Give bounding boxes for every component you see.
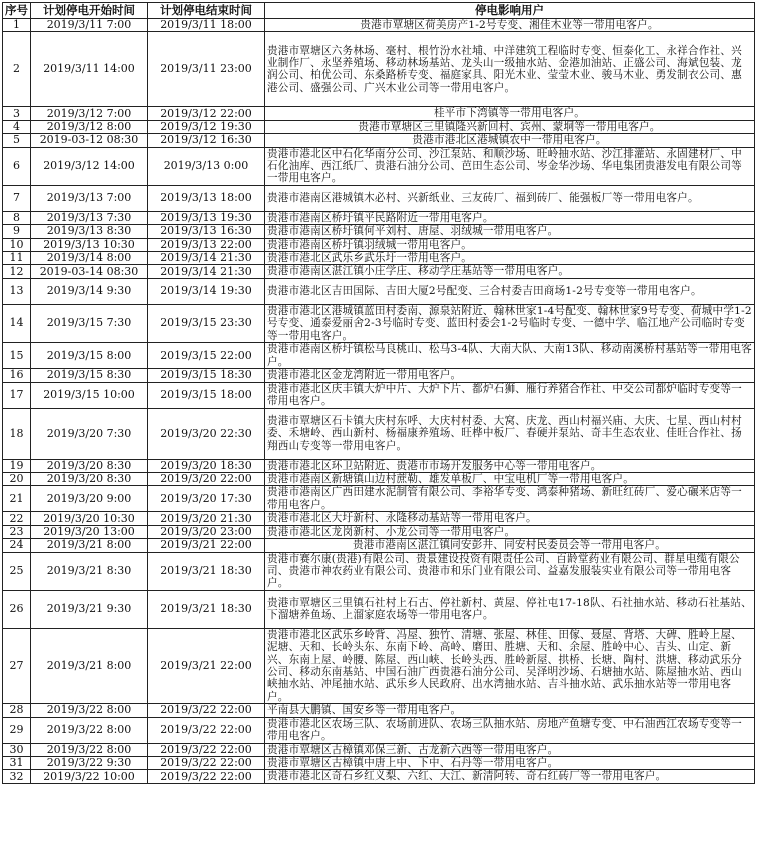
row-serial-number: 2 bbox=[3, 32, 31, 107]
row-affected-users: 贵港市港北区武乐乡岭背、冯屋、独竹、清塘、张屋、林佳、田傢、聂屋、背塔、大碑、胜岭上屋、泥塘、天和、长岭头东、东南下岭、高岭、磨田、胜塘、天和、余屋、胜岭中心、吉头、山定、新兴、东南上屋、岭腰、陈屋、西山峡、长岭头西、胜岭新屋、拱桥、长塘、陶村、洪塘、移动武乐分公司、移动东南基站、中国石油广西贵港石油分公司、吴泽明沙场、石塘抽水站、陈屋抽水站、西山峡抽水站、冲尾抽水站、武乐乡人民政府、出水湾抽水站、吉斗抽水站、武乐抽水站等一带用电客户。 bbox=[265, 628, 755, 703]
table-row bbox=[3, 107, 755, 120]
row-end-time: 2019/3/20 21:30 bbox=[148, 512, 265, 525]
table-row bbox=[3, 512, 755, 525]
row-serial-number: 24 bbox=[3, 539, 31, 552]
row-serial-number: 20 bbox=[3, 472, 31, 485]
table-row bbox=[3, 369, 755, 382]
row-serial-number: 3 bbox=[3, 107, 31, 120]
row-affected-users: 桂平市下湾镇等一带用电客户。 bbox=[265, 107, 755, 120]
row-serial-number: 28 bbox=[3, 704, 31, 717]
row-end-time: 2019/3/20 17:30 bbox=[148, 486, 265, 512]
row-serial-number: 25 bbox=[3, 552, 31, 590]
row-end-time: 2019/3/12 19:30 bbox=[148, 120, 265, 133]
table-row bbox=[3, 211, 755, 224]
row-serial-number: 22 bbox=[3, 512, 31, 525]
row-start-time: 2019/3/22 8:00 bbox=[31, 743, 148, 756]
row-start-time: 2019/3/21 8:00 bbox=[31, 539, 148, 552]
table-row bbox=[3, 757, 755, 770]
row-serial-number: 6 bbox=[3, 147, 31, 185]
row-start-time: 2019/3/22 10:00 bbox=[31, 770, 148, 783]
table-row bbox=[3, 408, 755, 459]
row-serial-number: 4 bbox=[3, 120, 31, 133]
row-end-time: 2019/3/22 22:00 bbox=[148, 704, 265, 717]
row-end-time: 2019/3/13 18:00 bbox=[148, 185, 265, 211]
row-end-time: 2019/3/13 22:00 bbox=[148, 238, 265, 251]
row-affected-users: 贵港市港南区广西田建水泥制管有限公司、李裕华专变、鸿泰种猪场、新旺红砖厂、爱心碾米店等一带用电客户。 bbox=[265, 486, 755, 512]
row-serial-number: 12 bbox=[3, 265, 31, 278]
table-row bbox=[3, 717, 755, 743]
row-serial-number: 14 bbox=[3, 304, 31, 342]
table-row bbox=[3, 552, 755, 590]
table-row bbox=[3, 770, 755, 783]
row-affected-users: 平南县大鹏镇、国安乡等一带用电客户。 bbox=[265, 704, 755, 717]
row-affected-users: 贵港市覃塘区六务林场、毫村、根竹汾水社埔、中洋建筑工程临时专变、恒泰化工、永祥合作社、兴业制作厂、永坚养殖场、移动林场基站、龙头山一级抽水站、金港加油站、正盛公司、海斌包装、龙润公司、柏优公司、东桑路桥专变、福庭家具、阳光木业、莹莹木业、骏马木业、勇发制衣公司、惠港公司、盛强公司、广兴木业公司等一带用电客户。 bbox=[265, 32, 755, 107]
row-start-time: 2019/3/22 8:00 bbox=[31, 717, 148, 743]
row-affected-users: 贵港市港北区港城镇蓝田村委南、源泉站附近、翰林世家1-4号配变、翰林世家9号专变、荷城中学1-2号专变、通泰爱丽舍2-3号临时专变、蓝田村委会1-2号临时专变、一德中学、临江地产公司临时专变等一带用电客户。 bbox=[265, 304, 755, 342]
table-row bbox=[3, 185, 755, 211]
row-serial-number: 18 bbox=[3, 408, 31, 459]
row-start-time: 2019/3/13 7:30 bbox=[31, 211, 148, 224]
row-affected-users: 贵港市港北区大圩新村、永隆移动基站等一带用电客户。 bbox=[265, 512, 755, 525]
row-affected-users: 贵港市港南区湛江镇小庄学庄、移动学庄基站等一带用电客户。 bbox=[265, 265, 755, 278]
row-start-time: 2019-03-12 08:30 bbox=[31, 134, 148, 147]
table-row bbox=[3, 32, 755, 107]
row-affected-users: 贵港市覃塘区荷美房产1-2号专变、湘佳木业等一带用电客户。 bbox=[265, 19, 755, 32]
row-serial-number: 31 bbox=[3, 757, 31, 770]
row-end-time: 2019/3/12 22:00 bbox=[148, 107, 265, 120]
table-row bbox=[3, 743, 755, 756]
row-end-time: 2019/3/15 22:00 bbox=[148, 343, 265, 369]
row-start-time: 2019/3/14 8:00 bbox=[31, 252, 148, 265]
row-serial-number: 1 bbox=[3, 19, 31, 32]
table-row bbox=[3, 343, 755, 369]
row-serial-number: 17 bbox=[3, 382, 31, 408]
table-body bbox=[3, 19, 755, 784]
row-affected-users: 贵港市港南区湛江镇同安彭井、同安村民委员会等一带用电客户。 bbox=[265, 539, 755, 552]
row-affected-users: 贵港市覃塘区三里镇石社村上石古、停社新村、黄屋、停社屯17-18队、石社抽水站、移动石社基站、下溜塘养鱼场、上溜家庭农场等一带用电客户。 bbox=[265, 590, 755, 628]
row-start-time: 2019/3/13 10:30 bbox=[31, 238, 148, 251]
row-start-time: 2019/3/21 9:30 bbox=[31, 590, 148, 628]
row-serial-number: 11 bbox=[3, 252, 31, 265]
row-end-time: 2019/3/22 22:00 bbox=[148, 717, 265, 743]
table-header bbox=[3, 3, 755, 19]
header-row bbox=[3, 3, 755, 19]
row-start-time: 2019/3/13 8:30 bbox=[31, 225, 148, 238]
row-start-time: 2019/3/22 8:00 bbox=[31, 704, 148, 717]
row-start-time: 2019/3/21 8:00 bbox=[31, 628, 148, 703]
row-serial-number: 13 bbox=[3, 278, 31, 304]
row-end-time: 2019/3/12 16:30 bbox=[148, 134, 265, 147]
row-affected-users: 贵港市港北区奇石乡红义梨、六红、大江、新清阿转、奇石红砖厂等一带用电客户。 bbox=[265, 770, 755, 783]
row-start-time: 2019/3/12 7:00 bbox=[31, 107, 148, 120]
row-affected-users: 贵港市港北区环卫站附近、贵港市市场开发服务中心等一带用电客户。 bbox=[265, 459, 755, 472]
row-affected-users: 贵港市港北区吉田国际、吉田大厦2号配变、三合村委吉田商场1-2号专变等一带用电客户。 bbox=[265, 278, 755, 304]
table-row bbox=[3, 252, 755, 265]
row-end-time: 2019/3/15 18:30 bbox=[148, 369, 265, 382]
row-end-time: 2019/3/20 18:30 bbox=[148, 459, 265, 472]
row-start-time: 2019/3/20 13:00 bbox=[31, 525, 148, 538]
row-serial-number: 30 bbox=[3, 743, 31, 756]
row-start-time: 2019/3/20 8:30 bbox=[31, 459, 148, 472]
table-row bbox=[3, 120, 755, 133]
row-start-time: 2019/3/20 10:30 bbox=[31, 512, 148, 525]
row-serial-number: 5 bbox=[3, 134, 31, 147]
table-row bbox=[3, 704, 755, 717]
row-start-time: 2019/3/15 10:00 bbox=[31, 382, 148, 408]
row-end-time: 2019/3/13 0:00 bbox=[148, 147, 265, 185]
row-serial-number: 26 bbox=[3, 590, 31, 628]
row-end-time: 2019/3/21 18:30 bbox=[148, 590, 265, 628]
row-start-time: 2019/3/20 8:30 bbox=[31, 472, 148, 485]
row-end-time: 2019/3/14 21:30 bbox=[148, 265, 265, 278]
row-serial-number: 9 bbox=[3, 225, 31, 238]
row-end-time: 2019/3/20 22:00 bbox=[148, 472, 265, 485]
table-row bbox=[3, 539, 755, 552]
row-affected-users: 贵港市赛尔康(贵港)有限公司、贵景建设投资有限责任公司、百龄堂药业有限公司、群星电缆有限公司、贵港市神农药业有限公司、贵港市和乐门业有限公司、益嘉发服装实业有限公司等一带用电客户。 bbox=[265, 552, 755, 590]
outage-schedule-table bbox=[2, 2, 755, 784]
row-affected-users: 贵港市港南区桥圩镇何平刘村、唐屋、羽绒城一带用电客户。 bbox=[265, 225, 755, 238]
row-serial-number: 19 bbox=[3, 459, 31, 472]
header-affected-users: 停电影响用户 bbox=[265, 3, 755, 19]
row-end-time: 2019/3/13 16:30 bbox=[148, 225, 265, 238]
row-affected-users: 贵港市港北区中石化华南分公司、沙江泵站、和顺沙场、旺岭抽水站、沙江排灌站、永固建材厂、中石化油库、西江纸厂、贵港石油分公司、芭田生态公司、岑金华沙场、华电集团贵港发电有限公司等一带用电客户。 bbox=[265, 147, 755, 185]
row-start-time: 2019/3/11 14:00 bbox=[31, 32, 148, 107]
table-row bbox=[3, 278, 755, 304]
row-serial-number: 27 bbox=[3, 628, 31, 703]
row-start-time: 2019/3/14 9:30 bbox=[31, 278, 148, 304]
table-row bbox=[3, 382, 755, 408]
row-affected-users: 贵港市港南区新塘镇山边村蔗勒、雄发单板厂、中宝电机厂等一带用电客户。 bbox=[265, 472, 755, 485]
row-serial-number: 29 bbox=[3, 717, 31, 743]
row-affected-users: 贵港市港北区港城镇农中一带用电客户。 bbox=[265, 134, 755, 147]
header-end-time: 计划停电结束时间 bbox=[148, 3, 265, 19]
table-row bbox=[3, 486, 755, 512]
row-end-time: 2019/3/20 22:30 bbox=[148, 408, 265, 459]
table-row bbox=[3, 628, 755, 703]
row-end-time: 2019/3/22 22:00 bbox=[148, 757, 265, 770]
row-start-time: 2019/3/12 8:00 bbox=[31, 120, 148, 133]
header-serial-number: 序号 bbox=[3, 3, 31, 19]
row-serial-number: 8 bbox=[3, 211, 31, 224]
row-end-time: 2019/3/15 18:00 bbox=[148, 382, 265, 408]
row-serial-number: 32 bbox=[3, 770, 31, 783]
row-affected-users: 贵港市港北区龙岗新村、小龙公司等一带用电客户。 bbox=[265, 525, 755, 538]
row-serial-number: 7 bbox=[3, 185, 31, 211]
row-end-time: 2019/3/13 19:30 bbox=[148, 211, 265, 224]
table-row bbox=[3, 265, 755, 278]
row-affected-users: 贵港市覃塘区石卡镇大庆村东呼、大庆村村委、大窝、庆龙、西山村福兴庙、大庆、七星、西山村村委、禾塘岭、西山新村、杨福康养殖场、旺桦中板厂、春硬并泵站、奇丰生态农业、佳旺合作社、扬翔西山专变等一带用电客户。 bbox=[265, 408, 755, 459]
table-row bbox=[3, 590, 755, 628]
row-affected-users: 贵港市覃塘区三里镇隆兴新回村、宾州、蒙垌等一带用电客户。 bbox=[265, 120, 755, 133]
row-start-time: 2019/3/22 9:30 bbox=[31, 757, 148, 770]
row-start-time: 2019/3/20 9:00 bbox=[31, 486, 148, 512]
table-row bbox=[3, 225, 755, 238]
row-affected-users: 贵港市港北区武乐乡武乐圩一带用电客户。 bbox=[265, 252, 755, 265]
row-end-time: 2019/3/14 21:30 bbox=[148, 252, 265, 265]
row-end-time: 2019/3/21 22:00 bbox=[148, 628, 265, 703]
row-affected-users: 贵港市港南区桥圩镇平民路附近一带用电客户。 bbox=[265, 211, 755, 224]
table-row bbox=[3, 147, 755, 185]
table-row bbox=[3, 472, 755, 485]
table-row bbox=[3, 134, 755, 147]
row-start-time: 2019/3/11 7:00 bbox=[31, 19, 148, 32]
row-serial-number: 10 bbox=[3, 238, 31, 251]
row-affected-users: 贵港市港北区庆丰镇大炉中片、大炉下片、都炉石狮、雁行养猪合作社、中交公司都炉临时专变等一带用电客户。 bbox=[265, 382, 755, 408]
row-serial-number: 15 bbox=[3, 343, 31, 369]
row-end-time: 2019/3/20 23:00 bbox=[148, 525, 265, 538]
row-affected-users: 贵港市覃塘区古樟镇中唐上中、下中、石丹等一带用电客户。 bbox=[265, 757, 755, 770]
table-row bbox=[3, 19, 755, 32]
row-end-time: 2019/3/11 18:00 bbox=[148, 19, 265, 32]
header-start-time: 计划停电开始时间 bbox=[31, 3, 148, 19]
row-start-time: 2019/3/15 8:00 bbox=[31, 343, 148, 369]
row-start-time: 2019/3/13 7:00 bbox=[31, 185, 148, 211]
row-serial-number: 16 bbox=[3, 369, 31, 382]
row-start-time: 2019/3/21 8:30 bbox=[31, 552, 148, 590]
row-affected-users: 贵港市港南区桥圩镇松马良桃山、松马3-4队、大南大队、大南13队、移动南溪桥村基站等一带用电客户。 bbox=[265, 343, 755, 369]
row-serial-number: 23 bbox=[3, 525, 31, 538]
row-affected-users: 贵港市港南区港城镇木必村、兴新纸业、三友砖厂、福到砖厂、能强板厂等一带用电客户。 bbox=[265, 185, 755, 211]
row-affected-users: 贵港市港南区桥圩镇羽绒城一带用电客户。 bbox=[265, 238, 755, 251]
row-end-time: 2019/3/21 18:30 bbox=[148, 552, 265, 590]
row-start-time: 2019/3/15 8:30 bbox=[31, 369, 148, 382]
row-end-time: 2019/3/11 23:00 bbox=[148, 32, 265, 107]
row-affected-users: 贵港市港北区金龙湾附近一带用电客户。 bbox=[265, 369, 755, 382]
row-serial-number: 21 bbox=[3, 486, 31, 512]
table-row bbox=[3, 238, 755, 251]
table-row bbox=[3, 304, 755, 342]
row-affected-users: 贵港市港北区农场三队、农场前进队、农场三队抽水站、房地产鱼塘专变、中石油西江农场专变等一带用电客户。 bbox=[265, 717, 755, 743]
row-end-time: 2019/3/15 23:30 bbox=[148, 304, 265, 342]
row-end-time: 2019/3/22 22:00 bbox=[148, 770, 265, 783]
table-row bbox=[3, 525, 755, 538]
row-end-time: 2019/3/21 22:00 bbox=[148, 539, 265, 552]
table-row bbox=[3, 459, 755, 472]
row-start-time: 2019/3/15 7:30 bbox=[31, 304, 148, 342]
row-start-time: 2019/3/20 7:30 bbox=[31, 408, 148, 459]
row-end-time: 2019/3/14 19:30 bbox=[148, 278, 265, 304]
row-end-time: 2019/3/22 22:00 bbox=[148, 743, 265, 756]
row-start-time: 2019-03-14 08:30 bbox=[31, 265, 148, 278]
row-affected-users: 贵港市覃塘区古樟镇邓保三新、古龙新六西等一带用电客户。 bbox=[265, 743, 755, 756]
row-start-time: 2019/3/12 14:00 bbox=[31, 147, 148, 185]
